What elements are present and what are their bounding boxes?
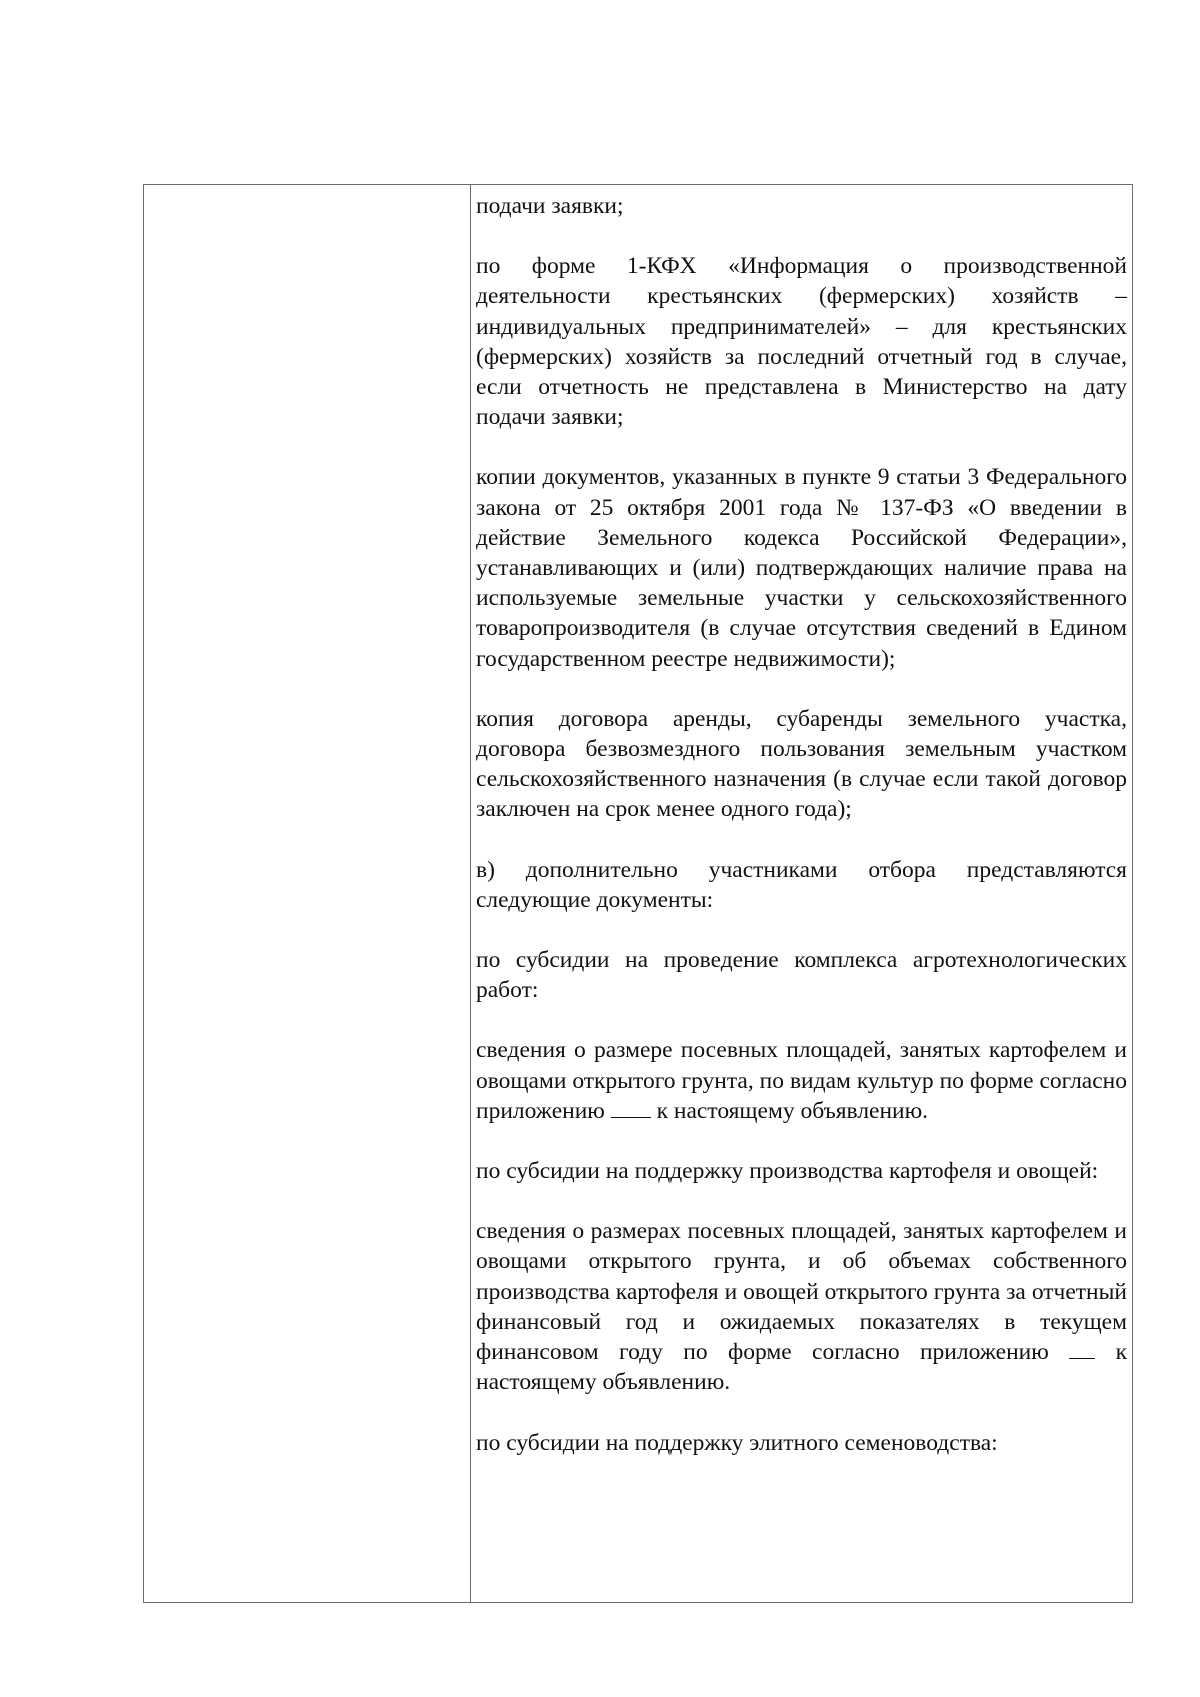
appendix-number-blank	[1069, 1338, 1095, 1359]
paragraph-additional-documents: в) дополнительно участниками отбора представляются следующие документы:	[476, 856, 1127, 913]
paragraph-production-tail: к настоящему объявлению.	[476, 1339, 1128, 1396]
table-left-column	[144, 185, 471, 1602]
document-table	[143, 184, 1133, 1603]
paragraph-potato-subsidy: по субсидии на поддержку производства картофеля и овощей:	[476, 1158, 1099, 1185]
paragraph-elite-seed-subsidy: по субсидии на поддержку элитного семеноводства:	[476, 1429, 998, 1456]
paragraph-production-text: сведения о размерах посевных площадей, занятых картофелем и овощами открытого грунта, и об объемах собственного производства картофеля и овощей открытого грунта за отчетный финансовый год и ожидаемых показателях в текущем финансовом году по форме согласно приложению	[476, 1218, 1127, 1366]
paragraph-application-submission: подачи заявки;	[476, 193, 624, 219]
table-right-column	[471, 185, 1132, 1602]
paragraph-form-1-kfh: по форме 1-КФХ «Информация о производственной деятельности крестьянских (фермерских) хозяйств – индивидуальных предпринимателей» – для крестьянских (фермерских) хозяйств за последний отчетный год в случае, если отчетность не представлена в Министерство на дату подачи заявки;	[476, 253, 1127, 431]
paragraph-lease-agreement: копия договора аренды, субаренды земельного участка, договора безвозмездного пользования земельным участком сельскохозяйственного назначения (в случае если такой договор заключен на срок менее одного года);	[476, 705, 1127, 823]
paragraph-sown-area-info	[476, 1035, 1127, 1126]
paragraph-land-documents: копии документов, указанных в пункте 9 статьи 3 Федерального закона от 25 октября 2001 года № 137-ФЗ «О введении в действие Земельного кодекса Российской Федерации», устанавливающих и (или) подтверждающих наличие права на используемые земельные участки у сельскохозяйственного товаропроизводителя (в случае отсутствия сведений в Едином государственном реестре недвижимости);	[476, 464, 1127, 672]
paragraph-agrotech-subsidy: по субсидии на проведение комплекса агротехнологических работ:	[476, 947, 1127, 1004]
paragraph-production-info	[476, 1216, 1127, 1397]
paragraph-sown-area-text: сведения о размере посевных площадей, занятых картофелем и овощами открытого грунта, по видам культур по форме согласно приложению	[476, 1037, 1127, 1124]
appendix-number-blank	[611, 1097, 651, 1118]
paragraph-sown-area-tail: к настоящему объявлению.	[656, 1097, 929, 1124]
